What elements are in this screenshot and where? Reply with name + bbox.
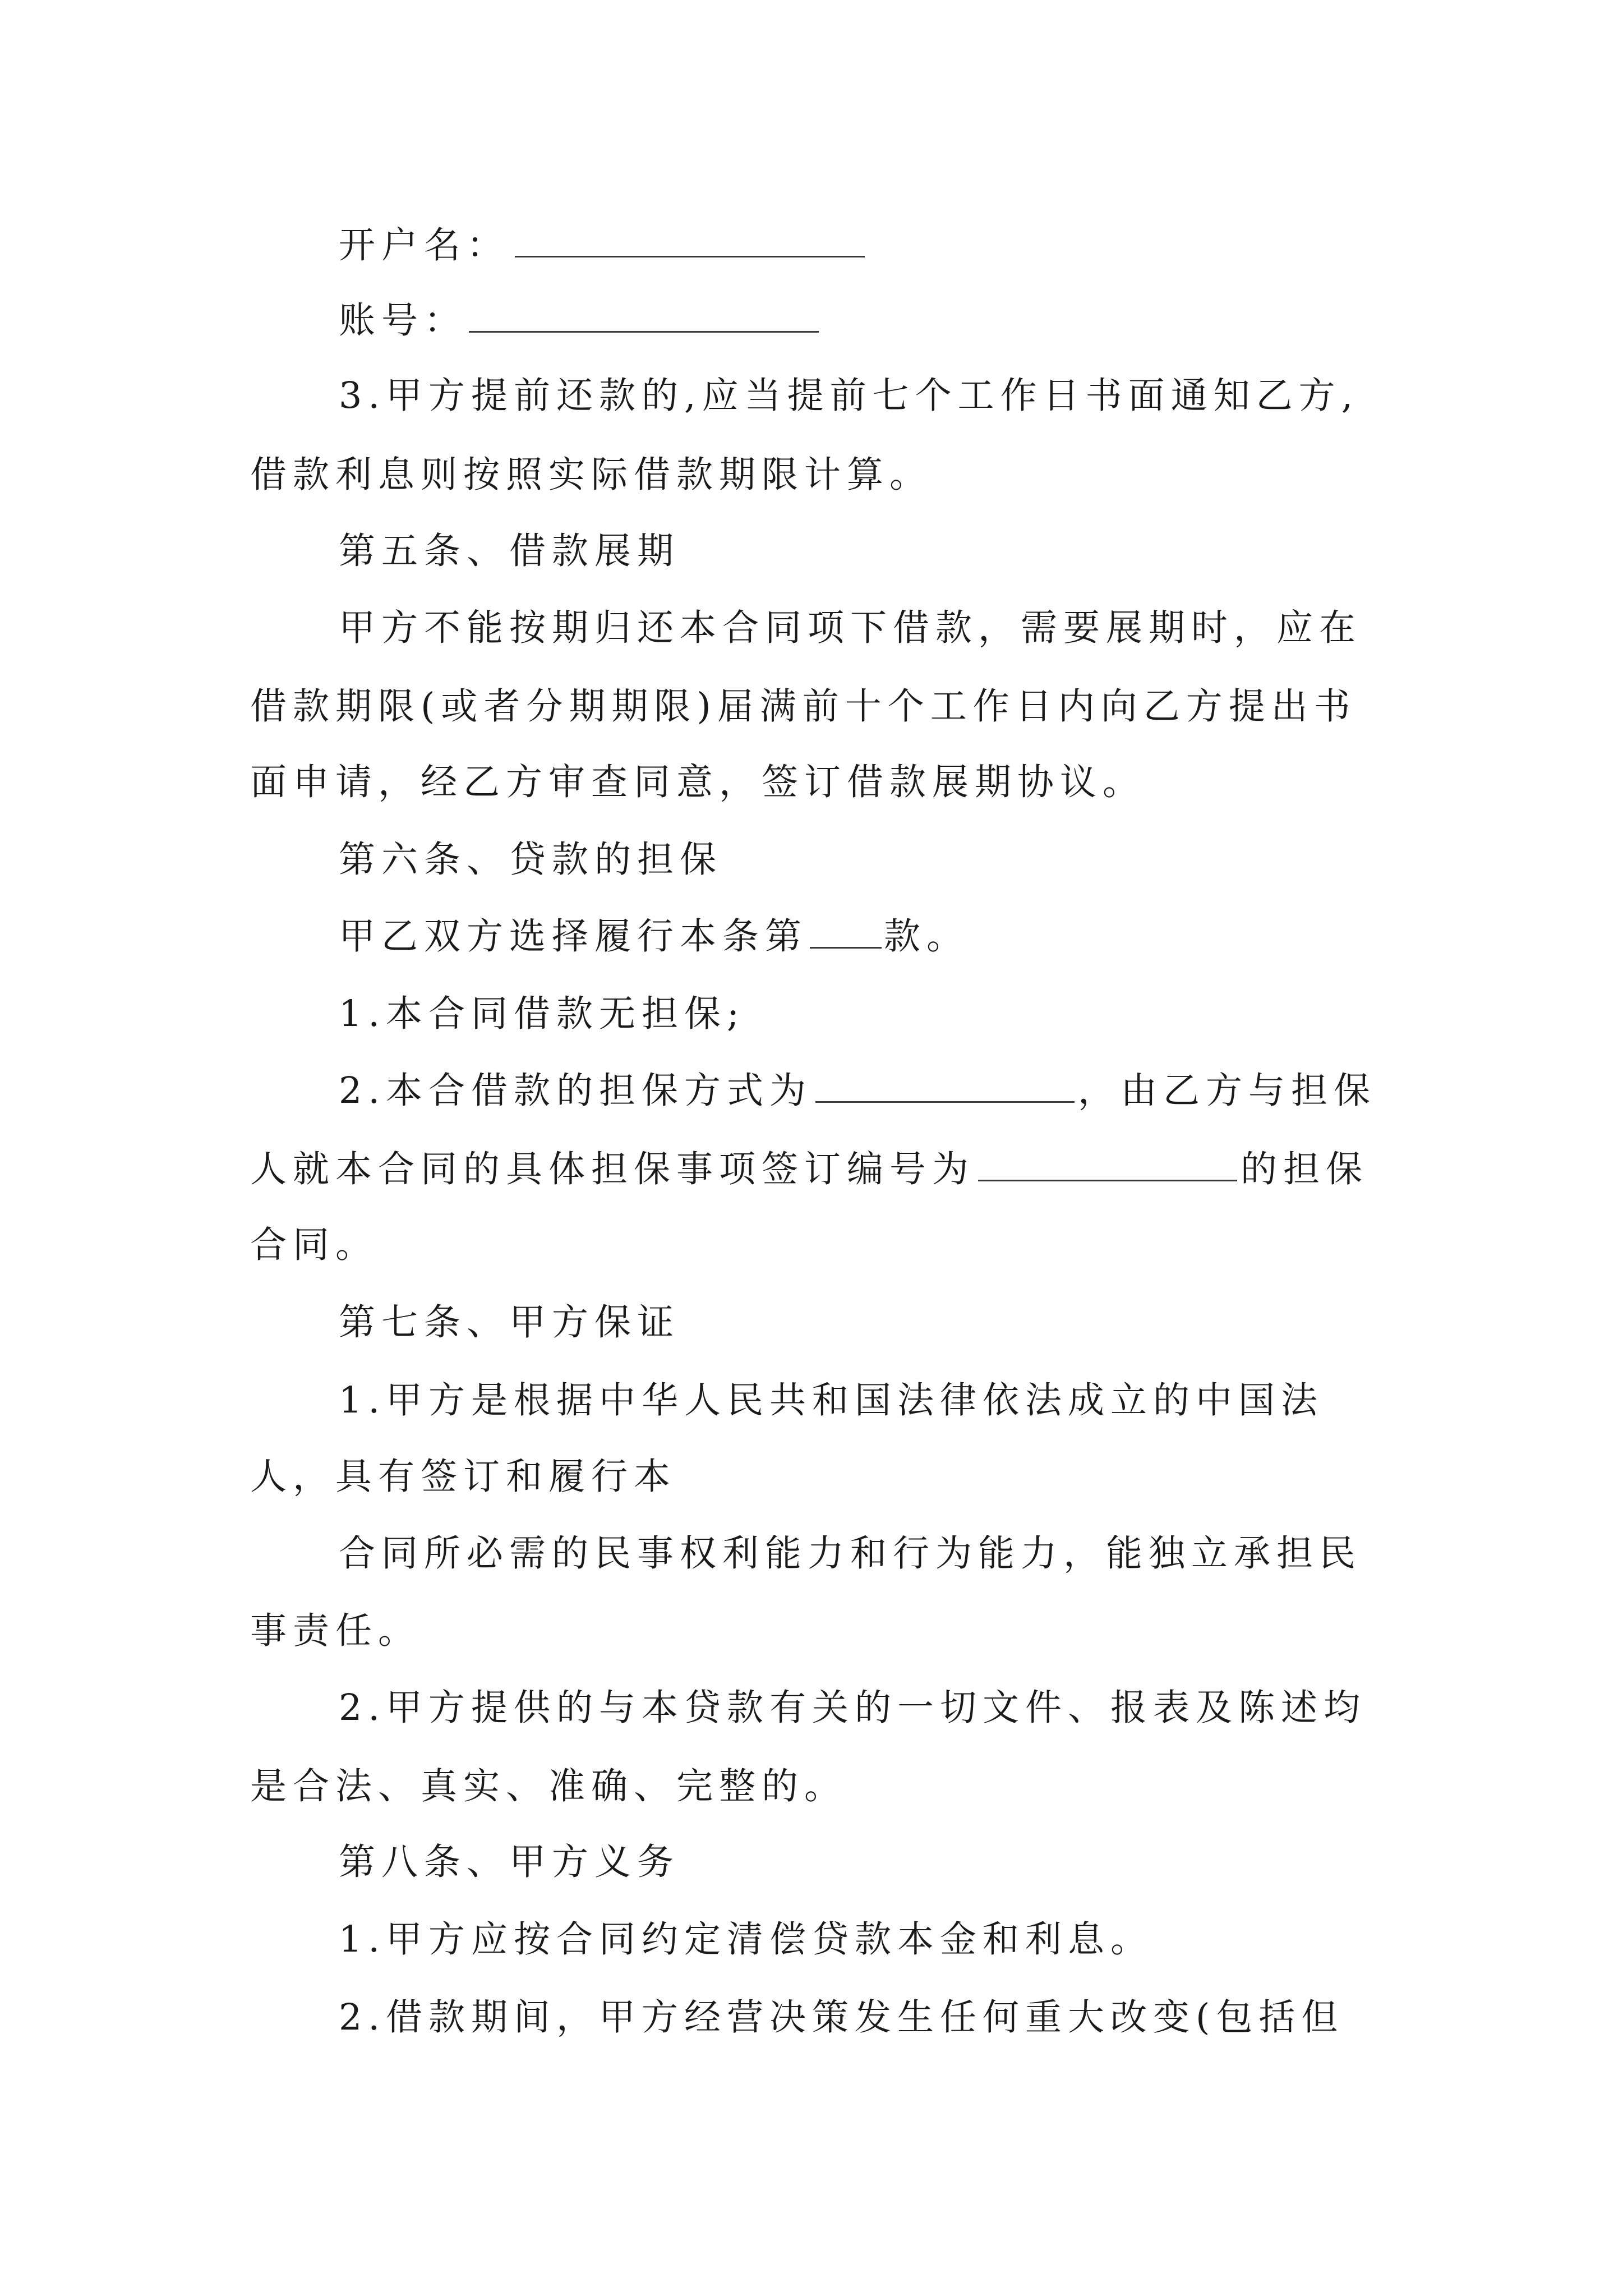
account-name-label: 开户名： xyxy=(339,224,510,266)
article-5-line2: 借款期限(或者分期期限)届满前十个工作日内向乙方提出书 xyxy=(250,685,1357,728)
article-8-item2-line1: 2.借款期间，甲方经营决策发生任何重大改变(包括但 xyxy=(339,1996,1344,2039)
guarantee-method-blank[interactable] xyxy=(815,1069,1075,1103)
account-no-blank[interactable] xyxy=(469,298,819,333)
article-7-item1-line2: 人，具有签订和履行本 xyxy=(250,1456,677,1498)
account-name-line xyxy=(339,223,865,268)
article-8-item1: 1.甲方应按合同约定清偿贷款本金和利息。 xyxy=(339,1918,1154,1961)
article-6-item2-after: ，由乙方与担保 xyxy=(1078,1070,1377,1112)
article-7-item1-line1: 1.甲方是根据中华人民共和国法律依法成立的中国法 xyxy=(339,1379,1324,1421)
article-5-line1: 甲方不能按期归还本合同项下借款，需要展期时，应在 xyxy=(339,607,1362,649)
article-7-item1-line4: 事责任。 xyxy=(250,1610,421,1652)
article-5-title: 第五条、借款展期 xyxy=(339,530,680,572)
clause-3-line1: 3.甲方提前还款的,应当提前七个工作日书面通知乙方, xyxy=(339,375,1359,417)
account-no-label: 账号： xyxy=(339,300,467,342)
article-7-item2-line2: 是合法、真实、准确、完整的。 xyxy=(250,1765,847,1807)
account-no-line xyxy=(339,298,819,343)
article-6-item2-line2-before: 人就本合同的具体担保事项签订编号为 xyxy=(250,1148,975,1190)
article-6-choose-line xyxy=(339,914,969,959)
article-6-choose-after: 款。 xyxy=(884,915,970,958)
article-6-item2-before: 2.本合借款的担保方式为 xyxy=(339,1070,813,1112)
article-6-choose-before: 甲乙双方选择履行本条第 xyxy=(339,915,808,958)
article-7-title: 第七条、甲方保证 xyxy=(339,1301,680,1343)
article-6-item2-line3: 合同。 xyxy=(250,1224,379,1266)
article-7-item2-line1: 2.甲方提供的与本贷款有关的一切文件、报表及陈述均 xyxy=(339,1687,1367,1729)
article-6-item2-line2-after: 的担保 xyxy=(1241,1148,1369,1190)
account-name-blank[interactable] xyxy=(515,223,865,257)
article-6-title: 第六条、贷款的担保 xyxy=(339,839,723,881)
article-6-item2-line1 xyxy=(339,1069,1376,1114)
article-6-choose-blank[interactable] xyxy=(810,914,882,949)
article-8-title: 第八条、甲方义务 xyxy=(339,1841,680,1883)
article-5-line3: 面申请，经乙方审查同意，签订借款展期协议。 xyxy=(250,761,1146,803)
clause-3-line2: 借款利息则按照实际借款期限计算。 xyxy=(250,454,933,496)
article-6-item1: 1.本合同借款无担保; xyxy=(339,993,745,1035)
article-7-item1-line3: 合同所必需的民事权利能力和行为能力，能独立承担民 xyxy=(339,1533,1362,1575)
article-6-item2-line2 xyxy=(250,1147,1368,1192)
guarantee-contract-no-blank[interactable] xyxy=(978,1147,1237,1181)
